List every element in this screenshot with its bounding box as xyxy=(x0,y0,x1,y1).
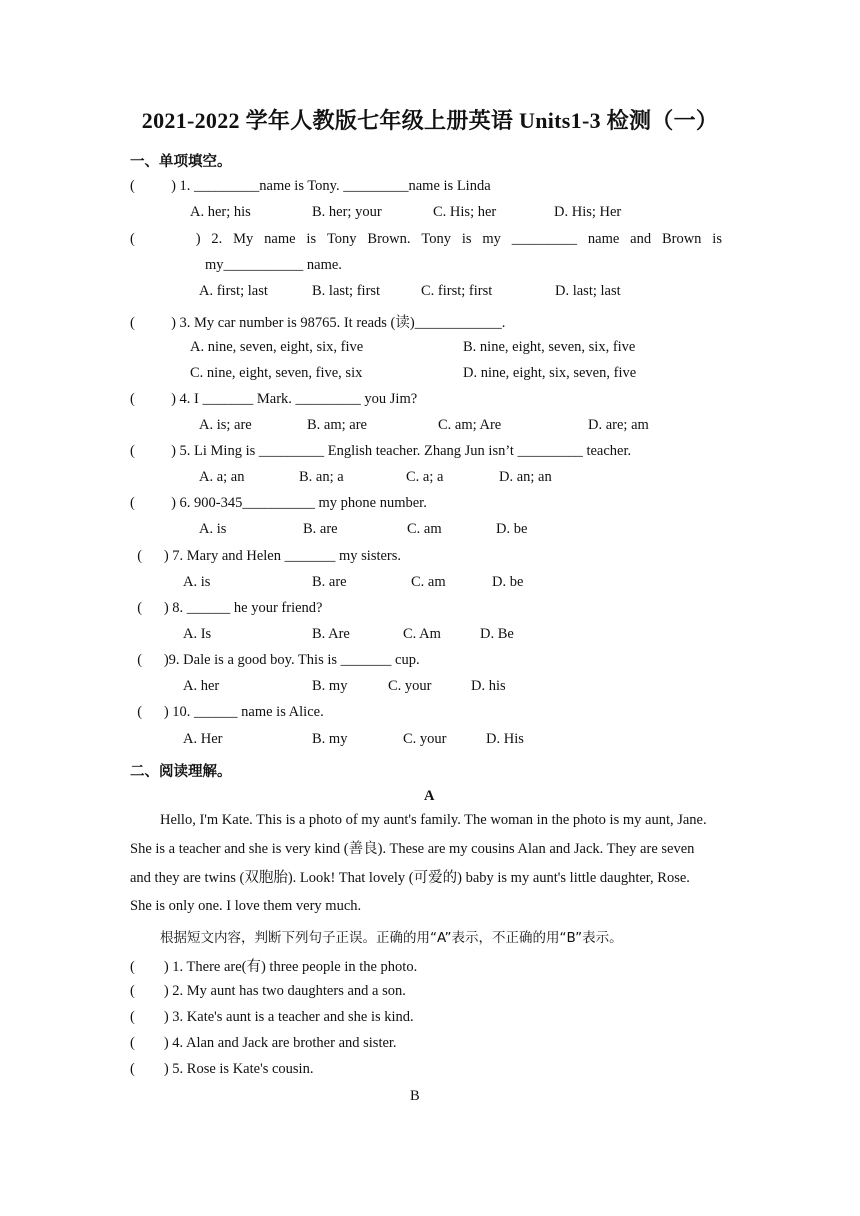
question-8-options xyxy=(183,626,723,646)
section-heading-reading: 二、阅读理解。 xyxy=(130,764,232,780)
question-9-stem: ( )9. Dale is a good boy. This is _______ cup. xyxy=(130,652,420,668)
question-9-options xyxy=(183,678,723,698)
question-8-option-b: B. Are xyxy=(312,626,350,642)
question-3-option-a: A. nine, seven, eight, six, five xyxy=(190,339,364,355)
question-3-option-c: C. nine, eight, seven, five, six xyxy=(190,365,363,381)
question-5-options xyxy=(199,469,739,489)
stem-word: my xyxy=(482,231,501,247)
question-7-option-c: C. am xyxy=(411,574,446,590)
question-9-option-b: B. my xyxy=(312,678,348,694)
question-2-stem-continued: my___________ name. xyxy=(205,257,342,273)
question-3-option-b: B. nine, eight, seven, six, five xyxy=(463,339,636,355)
question-6-option-a: A. is xyxy=(199,521,227,537)
stem-word: name xyxy=(587,231,620,247)
question-6-options xyxy=(199,521,739,541)
question-2-options xyxy=(199,283,739,303)
passage-line: She is a teacher and she is very kind (善良). These are my cousins Alan and Jack. They are seven xyxy=(130,840,695,857)
question-6-stem: ( ) 6. 900-345__________ my phone number. xyxy=(130,495,427,511)
question-6-option-d: D. be xyxy=(496,521,528,537)
question-2-option-d: D. last; last xyxy=(555,283,621,299)
question-6-option-c: C. am xyxy=(407,521,442,537)
question-1-options xyxy=(190,204,730,224)
question-2-option-c: C. first; first xyxy=(421,283,493,299)
question-8-option-a: A. Is xyxy=(183,626,212,642)
question-2-option-a: A. first; last xyxy=(199,283,268,299)
tf-item-3: ( ) 3. Kate's aunt is a teacher and she is kind. xyxy=(130,1009,414,1025)
stem-word: and xyxy=(630,231,652,247)
question-9-option-d: D. his xyxy=(471,678,506,694)
question-7-option-b: B. are xyxy=(312,574,347,590)
question-7-stem: ( ) 7. Mary and Helen _______ my sisters. xyxy=(130,548,402,564)
question-4-option-b: B. am; are xyxy=(307,417,367,433)
question-2-stem xyxy=(130,231,722,248)
question-9-option-c: C. your xyxy=(388,678,432,694)
question-5-stem: ( ) 5. Li Ming is _________ English teacher. Zhang Jun isn’t _________ teacher. xyxy=(130,443,632,459)
question-10-option-d: D. His xyxy=(486,731,524,747)
stem-word: My xyxy=(233,231,254,247)
question-10-option-c: C. your xyxy=(403,731,447,747)
question-1-option-a: A. her; his xyxy=(190,204,251,220)
tf-item-4: ( ) 4. Alan and Jack are brother and sister. xyxy=(130,1035,397,1051)
question-2-option-b: B. last; first xyxy=(312,283,381,299)
stem-word: is xyxy=(712,231,722,247)
question-10-option-b: B. my xyxy=(312,731,348,747)
passage-line: Hello, I'm Kate. This is a photo of my aunt's family. The woman in the photo is my aunt, Jane. xyxy=(160,812,707,828)
question-3-options-row-2 xyxy=(190,365,730,385)
question-4-option-a: A. is; are xyxy=(199,417,252,433)
section-heading-single-choice: 一、单项填空。 xyxy=(130,154,232,170)
question-5-option-a: A. a; an xyxy=(199,469,245,485)
question-1-stem: ( ) 1. _________name is Tony. _________name is Linda xyxy=(130,178,491,194)
page-title: 2021-2022 学年人教版七年级上册英语 Units1-3 检测（一） xyxy=(141,108,719,133)
passage-line: She is only one. I love them very much. xyxy=(130,898,362,915)
stem-word: Tony xyxy=(326,231,357,247)
passage-line: and they are twins (双胞胎). Look! That lovely (可爱的) baby is my aunt's little daughter, Rose. xyxy=(130,869,690,886)
question-3-options-row-1 xyxy=(190,339,730,359)
stem-word: Tony xyxy=(421,231,451,247)
question-4-option-d: D. are; am xyxy=(588,417,649,433)
passage-b-label: B xyxy=(410,1088,420,1104)
passage-a-text xyxy=(130,806,735,921)
question-7-option-a: A. is xyxy=(183,574,211,590)
stem-word: _________ xyxy=(511,231,578,247)
stem-word: 2. xyxy=(211,231,223,247)
reading-instruction: 根据短文内容，判断下列句子正误。正确的用“A”表示，不正确的用“B”表示。 xyxy=(160,930,623,946)
stem-word: Brown. xyxy=(367,231,411,247)
question-4-option-c: C. am; Are xyxy=(438,417,502,433)
question-5-option-c: C. a; a xyxy=(406,469,444,485)
question-7-option-d: D. be xyxy=(492,574,524,590)
question-10-options xyxy=(183,731,723,751)
question-1-option-b: B. her; your xyxy=(312,204,382,220)
stem-word: is xyxy=(306,231,317,247)
question-1-option-d: D. His; Her xyxy=(554,204,622,220)
question-10-option-a: A. Her xyxy=(183,731,223,747)
passage-a-label: A xyxy=(424,788,435,804)
stem-word: ( xyxy=(130,231,135,247)
tf-item-2: ( ) 2. My aunt has two daughters and a son. xyxy=(130,983,406,999)
question-7-options xyxy=(183,574,723,594)
question-6-option-b: B. are xyxy=(303,521,338,537)
question-9-option-a: A. her xyxy=(183,678,220,694)
tf-item-5: ( ) 5. Rose is Kate's cousin. xyxy=(130,1061,314,1077)
question-4-options xyxy=(199,417,739,437)
question-3-stem: ( ) 3. My car number is 98765. It reads (读)____________. xyxy=(130,315,506,331)
question-8-option-c: C. Am xyxy=(403,626,441,642)
stem-word: is xyxy=(461,231,472,247)
question-8-stem: ( ) 8. ______ he your friend? xyxy=(130,600,323,616)
question-8-option-d: D. Be xyxy=(480,626,514,642)
question-5-option-b: B. an; a xyxy=(299,469,344,485)
question-1-option-c: C. His; her xyxy=(433,204,497,220)
question-3-option-d: D. nine, eight, six, seven, five xyxy=(463,365,637,381)
stem-word: name xyxy=(264,231,296,247)
question-5-option-d: D. an; an xyxy=(499,469,552,485)
tf-item-1: ( ) 1. There are(有) three people in the photo. xyxy=(130,959,418,975)
question-10-stem: ( ) 10. ______ name is Alice. xyxy=(130,704,324,720)
question-4-stem: ( ) 4. I _______ Mark. _________ you Jim? xyxy=(130,391,418,407)
stem-word: Brown xyxy=(661,231,702,247)
stem-word: ) xyxy=(195,231,201,247)
